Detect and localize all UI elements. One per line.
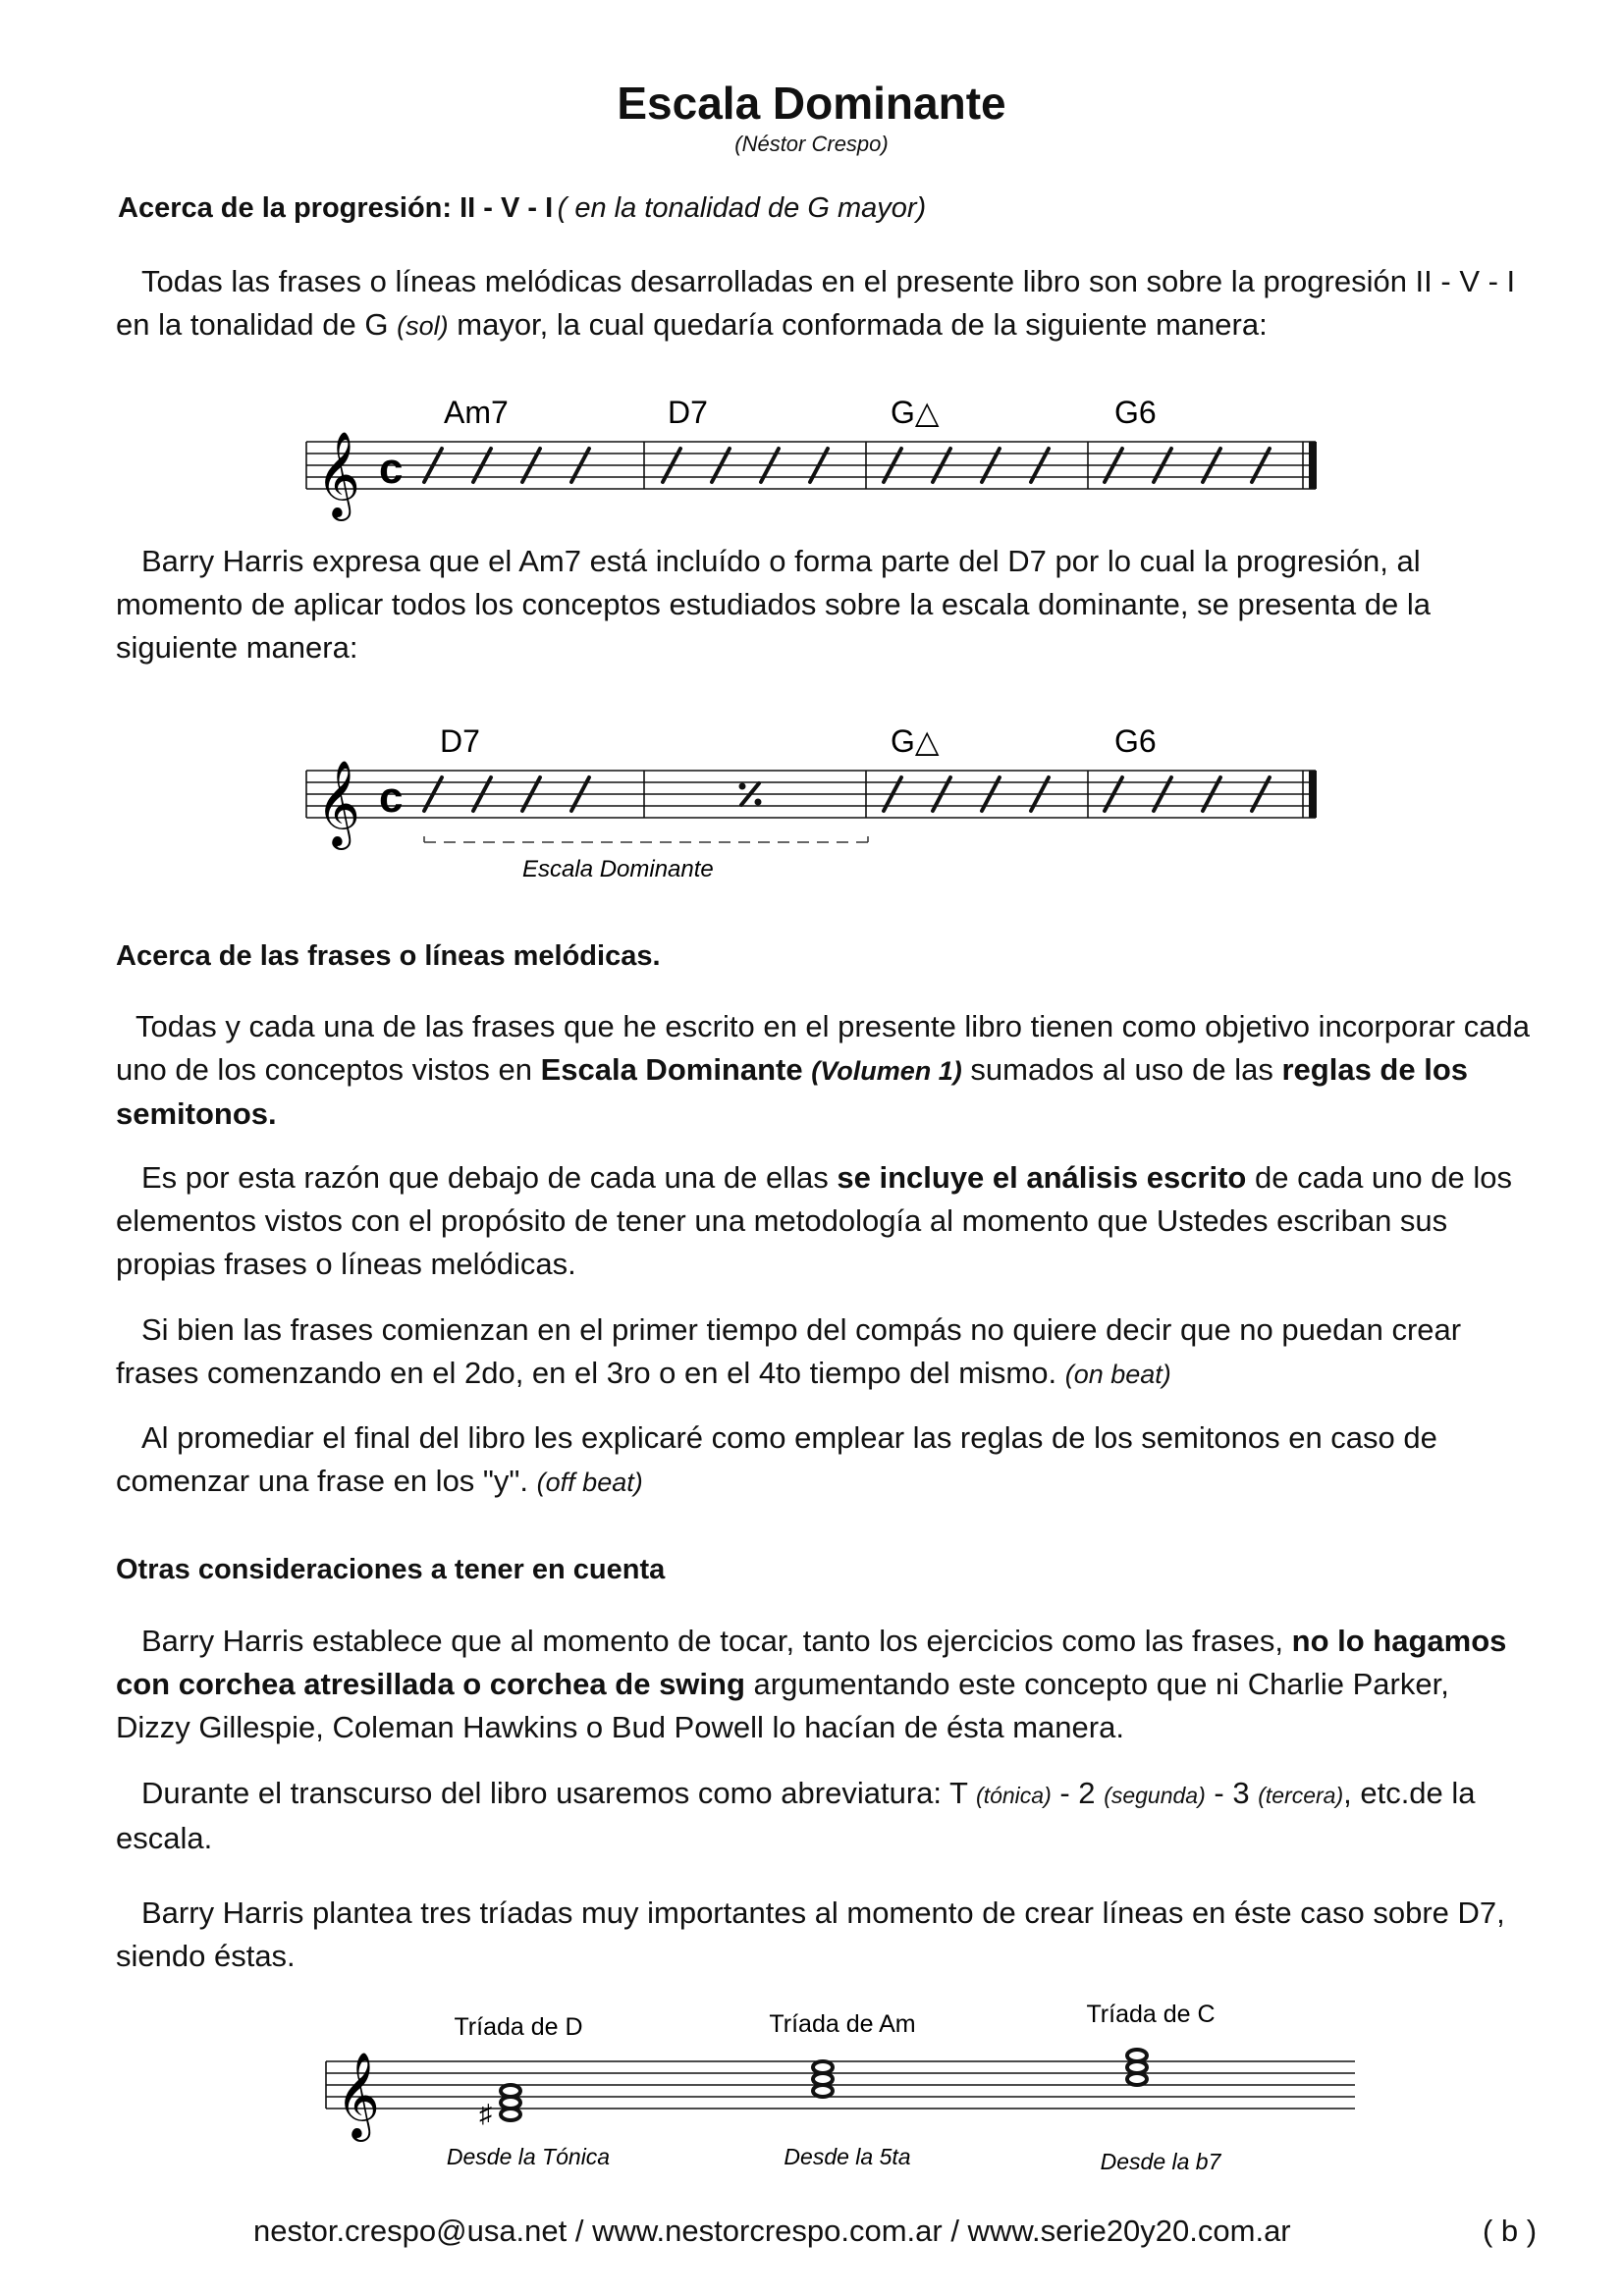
- treble-clef-icon: 𝄞: [336, 2054, 380, 2137]
- text-run: Si bien las frases comienzan en el primer tiempo del compás no quiere decir que no puedan crear frases comenzando en el 2do, en el 3ro o en el 4to tiempo del mismo.: [116, 1312, 1462, 1390]
- chord-symbol: G6: [1114, 723, 1157, 759]
- triad-label: Tríada de C: [1086, 2001, 1216, 2028]
- section-1-heading-text: Acerca de la progresión: II - V - I: [118, 192, 554, 224]
- chord-symbol: G△: [891, 723, 940, 759]
- text-run: Todas las frases o líneas melódicas desarrolladas en el presente libro son sobre la progresión II - V - I en la tonalidad de G: [116, 264, 1516, 342]
- text-run-italic: (segunda): [1104, 1783, 1206, 1808]
- section-3-paragraph-2: [116, 1772, 1530, 1860]
- triad-label: Tríada de D: [454, 2013, 583, 2041]
- chord-symbol: G6: [1114, 395, 1157, 430]
- common-time-icon: c: [379, 774, 404, 822]
- section-2-paragraph-4: [116, 1416, 1530, 1504]
- triad-label: Tríada de Am: [769, 2010, 916, 2038]
- chord-symbol: D7: [668, 395, 708, 430]
- text-run: Barry Harris establece que al momento de tocar, tanto los ejercicios como las frases,: [141, 1624, 1284, 1658]
- footer-links: nestor.crespo@usa.net / www.nestorcrespo.com.ar / www.serie20y20.com.ar: [253, 2214, 1291, 2248]
- text-run-italic: (sol): [397, 311, 449, 341]
- text-run: sumados al uso de las: [970, 1052, 1273, 1087]
- section-2-paragraph-1: [116, 1005, 1530, 1136]
- section-1-heading: [118, 192, 926, 225]
- section-1-paragraph-1: [116, 260, 1530, 347]
- text-run: - 2: [1059, 1776, 1096, 1810]
- text-run: Al promediar el final del libro les explicaré como emplear las reglas de los semitonos en caso de comenzar una frase en los "y".: [116, 1420, 1437, 1498]
- section-2-paragraph-3: [116, 1308, 1530, 1396]
- text-run-bold-italic: (Volumen 1): [811, 1056, 962, 1086]
- section-3-heading: Otras consideraciones a tener en cuenta: [116, 1554, 666, 1585]
- staff-1: [295, 388, 1335, 535]
- triad-caption: Desde la b7: [1100, 2149, 1221, 2174]
- page-number: ( b ): [1483, 2214, 1538, 2248]
- bracket-label: Escala Dominante: [522, 856, 714, 882]
- treble-clef-icon: 𝄞: [316, 762, 360, 845]
- chord-symbol: D7: [440, 723, 480, 759]
- section-2-heading: Acerca de las frases o líneas melódicas.: [116, 940, 661, 972]
- text-run: de cada uno de los elementos vistos con el propósito de tener una metodología al momento que Ustedes escriban sus propias frases o líneas melódicas.: [116, 1160, 1512, 1281]
- text-run-bold: Escala Dominante: [540, 1052, 803, 1087]
- text-run: Todas y cada una de las frases que he escrito en el presente libro tienen como objetivo incorporar cada uno de los conceptos vistos en: [116, 1009, 1530, 1087]
- text-run: - 3: [1214, 1776, 1250, 1810]
- text-run-bold: reglas de los semitonos.: [116, 1052, 1468, 1131]
- text-run: Durante el transcurso del libro usaremos como abreviatura: T: [141, 1776, 968, 1810]
- triad-caption: Desde la 5ta: [784, 2144, 911, 2169]
- page-title: Escala Dominante: [617, 78, 1006, 129]
- chord-symbol: G△: [891, 395, 940, 430]
- text-run-italic: (off beat): [536, 1468, 643, 1497]
- common-time-icon: c: [379, 445, 404, 493]
- triad-chord-d: [479, 2085, 520, 2128]
- section-2-paragraph-2: [116, 1156, 1530, 1286]
- text-run-italic: (tónica): [976, 1783, 1052, 1808]
- text-run: Es por esta razón que debajo de cada una de ellas: [141, 1160, 829, 1195]
- section-3-paragraph-3: Barry Harris plantea tres tríadas muy importantes al momento de crear líneas en éste caso sobre D7, siendo éstas.: [116, 1896, 1505, 1973]
- author: (Néstor Crespo): [734, 132, 889, 156]
- text-run: mayor, la cual quedaría conformada de la siguiente manera:: [457, 307, 1268, 342]
- section-1-paragraph-2: Barry Harris expresa que el Am7 está incluído o forma parte del D7 por lo cual la progresión, al momento de aplicar todos los conceptos estudiados sobre la escala dominante, se presenta de la siguiente manera:: [116, 544, 1431, 665]
- text-run: , etc.de la escala.: [116, 1776, 1476, 1855]
- treble-clef-icon: 𝄞: [316, 433, 360, 516]
- staff-2: [295, 717, 1335, 893]
- section-1-heading-note: ( en la tonalidad de G mayor): [557, 192, 927, 224]
- text-run-italic: (tercera): [1258, 1783, 1344, 1808]
- chord-symbol: Am7: [444, 395, 509, 430]
- triad-chord-c: [1127, 2050, 1147, 2085]
- text-run-bold: se incluye el análisis escrito: [837, 1160, 1247, 1195]
- text-run-italic: (on beat): [1064, 1360, 1171, 1389]
- triad-caption: Desde la Tónica: [446, 2144, 611, 2169]
- text-run: argumentando este concepto que ni Charlie Parker, Dizzy Gillespie, Coleman Hawkins o Bud Powell lo hacían de ésta manera.: [116, 1667, 1449, 1744]
- triads-staff: [314, 1993, 1375, 2189]
- bracket-dashed-line: [424, 836, 868, 842]
- triad-chord-am: [813, 2061, 833, 2097]
- sharp-icon: ♯: [479, 2099, 492, 2128]
- section-3-paragraph-1: [116, 1620, 1530, 1749]
- text-run-bold: no lo hagamos con corchea atresillada o corchea de swing: [116, 1624, 1507, 1701]
